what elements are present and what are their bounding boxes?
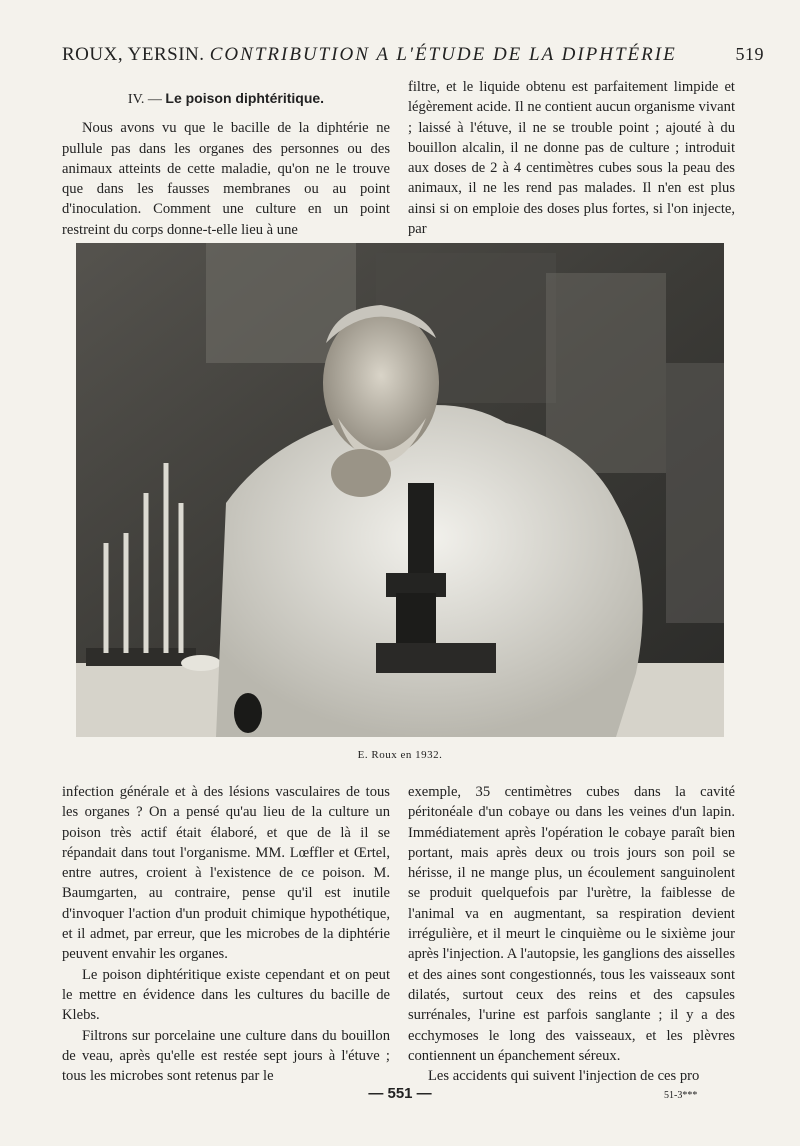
paragraph: filtre, et le liquide obtenu est parfaitement limpide et légèrement acide. Il ne contient aucun organisme vivant ; laissé à l'étuve, il ne se trouble point ; ajouté à du bouillon alcalin, il ne donne pas de culture ; introduit aux doses de 2 à 4 centimètres cubes sous la peau des animaux, il ne les rend pas malades. Il n'en est plus ainsi si on emploie des doses plus fortes, si l'on injecte, par: [408, 79, 735, 238]
running-head-authors: ROUX, YERSIN.: [62, 44, 205, 65]
page-number: 519: [735, 44, 764, 64]
paragraph: Le poison diphtéritique existe cependant et on peut le mettre en évidence dans les cultures du bacille de Klebs.: [62, 966, 390, 1024]
paragraph: Les accidents qui suivent l'injection de ces pro: [428, 1068, 700, 1085]
portrait-photo: [76, 243, 724, 737]
section-numeral: IV. —: [127, 92, 162, 107]
column-right-top: [408, 77, 735, 239]
section-title: Le poison diphtéritique.: [165, 90, 325, 106]
signature-mark: 51-3***: [664, 1090, 698, 1101]
paragraph: exemple, 35 centimètres cubes dans la cavité péritonéale d'un cobaye ou dans les veines d'un lapin. Immédiatement après l'opération le cobaye paraît bien portant, mais après deux ou trois jours son poil se hérisse, il ne mange plus, un écoulement sanguinolent se produit quelquefois par l'urètre, la faiblesse de l'animal va en augmentant, sa respiration devient irrégulière, et il meurt le cinquième ou le sixième jour après l'injection. A l'autopsie, les ganglions des aisselles et des aines sont congestionnés, tous les vaisseaux sont dilatés, surtout ceux des reins et des capsules surrénales, l'urine est parfois sanglante ; il y a des ecchymoses le long des vaisseaux, et les plèvres contiennent un épanchement séreux.: [408, 784, 735, 1064]
paragraph: infection générale et à des lésions vasculaires de tous les organes ? On a pensé qu'au lieu de la culture un poison très actif était élaboré, et que de là il se répandait dans tout l'organisme. MM. Lœffler et Œrtel, entre autres, croient à l'existence de ce poison. M. Baumgarten, au contraire, pense qu'il est inutile d'invoquer l'action d'un produit chimique hypothétique, et il admet, par erreur, que les microbes de la diphtérie peuvent envahir les organes.: [62, 784, 390, 963]
running-head: [62, 44, 764, 66]
portrait-photo-image: [76, 243, 724, 737]
paragraph: Filtrons sur porcelaine une culture dans du bouillon de veau, après qu'elle est restée sept jours à l'étuve ; tous les microbes sont retenus par le: [62, 1027, 390, 1085]
running-head-title: CONTRIBUTION A L'ÉTUDE DE LA DIPHTÉRIE: [209, 44, 677, 65]
column-right-bottom: [408, 782, 735, 1086]
column-left-top: [62, 88, 390, 240]
figure-caption: E. Roux en 1932.: [357, 749, 443, 761]
section-heading: [62, 88, 390, 110]
folio: — 551 —: [368, 1085, 432, 1102]
paragraph: Nous avons vu que le bacille de la diphtérie ne pullule pas dans les organes des personnes ou des animaux atteints de cette maladie, qu'on ne le trouve que dans les fausses membranes ou au point d'inoculation. Comment une culture en un point restreint du corps donne-t-elle lieu à une: [62, 120, 390, 238]
column-left-bottom: [62, 782, 390, 1086]
